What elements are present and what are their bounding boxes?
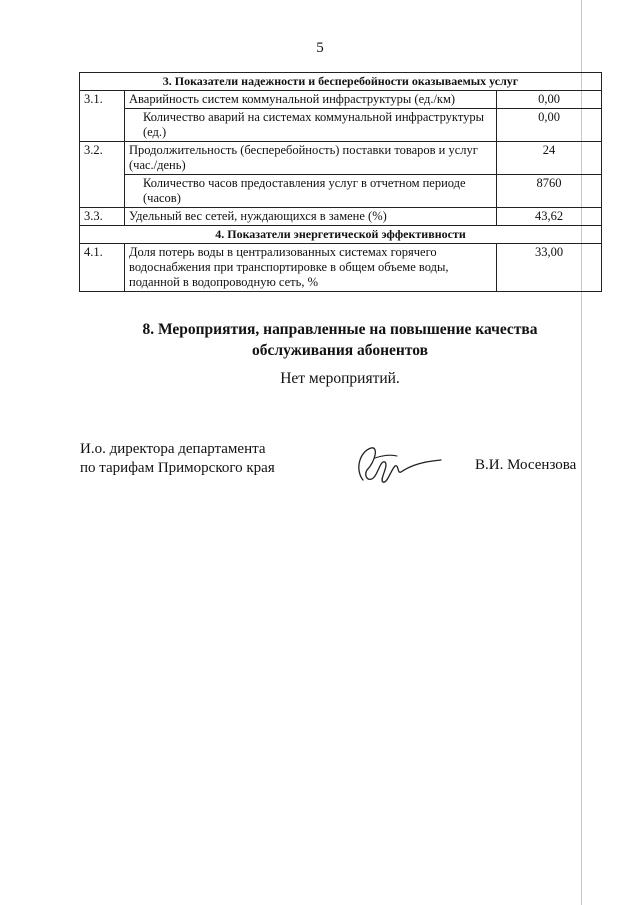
row-value: 43,62: [497, 208, 602, 226]
signatory-position: [80, 440, 275, 478]
section8-text: Нет мероприятий.: [280, 370, 400, 387]
table-row: [80, 142, 602, 175]
position-line-2: по тарифам Приморского края: [80, 460, 275, 476]
row-number: 4.1.: [80, 244, 125, 292]
section8-title: 8. Мероприятия, направленные на повышение качества обслуживания абонентов: [142, 321, 538, 359]
table-row: [80, 109, 602, 142]
indicators-table: [79, 72, 602, 292]
row-text: Удельный вес сетей, нуждающихся в замене (%): [125, 208, 497, 226]
table-row: [80, 91, 602, 109]
handwritten-signature: [345, 440, 445, 488]
table-row: [80, 244, 602, 292]
row-text: Доля потерь воды в централизованных системах горячего водоснабжения при транспортировке в общем объеме воды, поданной в водопроводную сеть, %: [125, 244, 497, 292]
row-text: Количество аварий на системах коммунальной инфраструктуры (ед.): [125, 109, 497, 142]
section3-title: 3. Показатели надежности и бесперебойности оказываемых услуг: [80, 73, 602, 91]
row-number: 3.1.: [80, 91, 125, 109]
row-number: [80, 109, 125, 142]
row-number: 3.2.: [80, 142, 125, 175]
row-value: 0,00: [497, 109, 602, 142]
page-number: 5: [316, 40, 324, 56]
section4-title: 4. Показатели энергетической эффективности: [80, 226, 602, 244]
row-number: 3.3.: [80, 208, 125, 226]
row-value: 0,00: [497, 91, 602, 109]
row-text: Продолжительность (бесперебойность) поставки товаров и услуг (час./день): [125, 142, 497, 175]
row-value: 8760: [497, 175, 602, 208]
position-line-1: И.о. директора департамента: [80, 441, 266, 457]
row-number: [80, 175, 125, 208]
table-row: [80, 175, 602, 208]
row-text: Аварийность систем коммунальной инфраструктуры (ед./км): [125, 91, 497, 109]
table-section-header: [80, 226, 602, 244]
row-value: 33,00: [497, 244, 602, 292]
table-section-header: [80, 73, 602, 91]
signatory-name: В.И. Мосензова: [475, 457, 577, 473]
row-value: 24: [497, 142, 602, 175]
table-row: [80, 208, 602, 226]
row-text: Количество часов предоставления услуг в отчетном периоде (часов): [125, 175, 497, 208]
